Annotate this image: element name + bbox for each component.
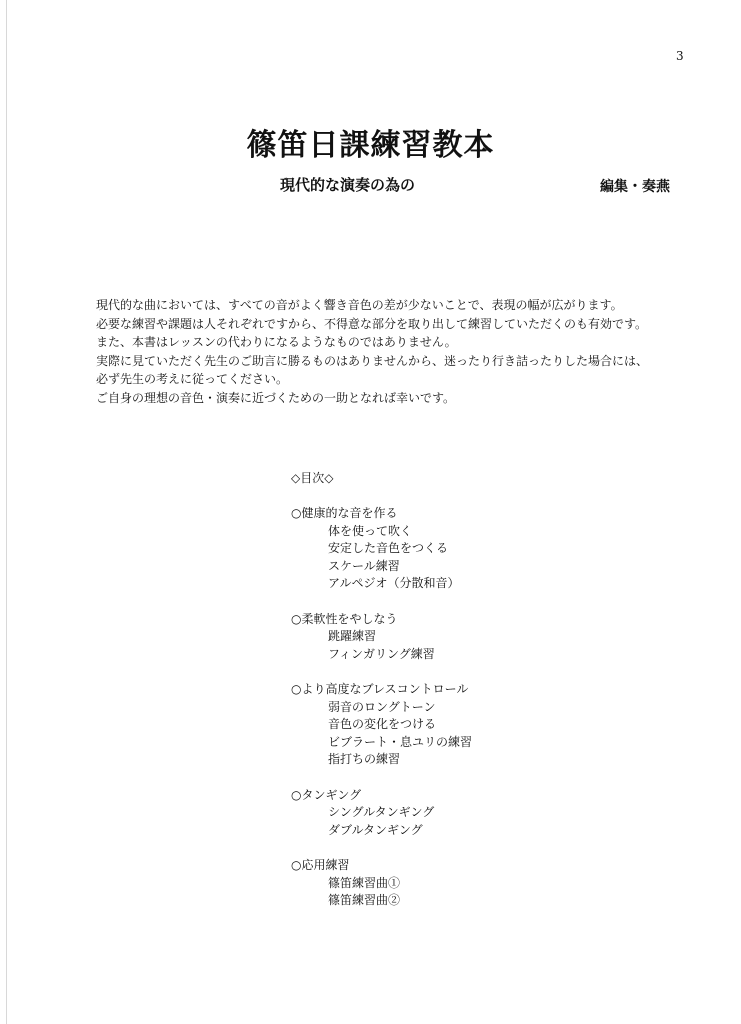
toc-item: アルペジオ（分散和音） bbox=[328, 576, 460, 590]
toc-item: スケール練習 bbox=[328, 558, 400, 573]
intro-line: 必要な練習や課題は人それぞれですから、不得意な部分を取り出して練習していただくのも有効です。 bbox=[96, 316, 648, 331]
intro-line: ご自身の理想の音色・演奏に近づくための一助となれば幸いです。 bbox=[96, 390, 456, 405]
toc-section-breath-control bbox=[291, 681, 591, 769]
toc-section-applied-practice bbox=[291, 857, 591, 910]
document-title: 篠笛日課練習教本 bbox=[246, 128, 495, 163]
toc-item: 跳躍練習 bbox=[328, 629, 377, 643]
toc-item: 篠笛練習曲② bbox=[328, 893, 401, 907]
toc-heading: ◇目次◇ bbox=[291, 471, 334, 485]
intro-line: 必ず先生の考えに従ってください。 bbox=[96, 372, 289, 387]
editor-credit: 編集・奏燕 bbox=[600, 179, 670, 195]
toc-item: ビブラート・息ユリの練習 bbox=[328, 734, 473, 749]
toc-item: シングルタンギング bbox=[328, 805, 435, 819]
toc-item: 篠笛練習曲① bbox=[328, 875, 401, 890]
toc-section-tonguing bbox=[291, 787, 591, 840]
intro-paragraph bbox=[96, 296, 716, 408]
toc-item: フィンガリング練習 bbox=[328, 646, 435, 661]
intro-line: 現代的な曲においては、すべての音がよく響き音色の差が少ないことで、表現の幅が広がります。 bbox=[96, 298, 623, 312]
toc-section-title: ○タンギング bbox=[291, 787, 362, 802]
toc-section-title: ○柔軟性をやしなう bbox=[291, 611, 398, 626]
toc-item: 音色の変化をつける bbox=[328, 717, 437, 731]
toc-item: 指打ちの練習 bbox=[328, 752, 401, 766]
intro-line: また、本書はレッスンの代わりになるようなものではありません。 bbox=[96, 335, 457, 350]
toc-item: ダブルタンギング bbox=[328, 822, 423, 837]
toc-item: 安定した音色をつくる bbox=[328, 541, 449, 555]
toc-section-title: ○健康的な音を作る bbox=[291, 506, 398, 520]
toc-item: 体を使って吹く bbox=[328, 523, 413, 538]
page-number: 3 bbox=[676, 49, 684, 63]
toc-section-title: ○応用練習 bbox=[291, 858, 350, 872]
toc-section-title: ○より高度なブレスコントロール bbox=[291, 682, 469, 696]
toc-section-healthy-tone bbox=[291, 505, 591, 593]
intro-line: 実際に見ていただく先生のご助言に勝るものはありませんから、迷ったり行き詰ったりした場合には、 bbox=[96, 353, 649, 368]
document-subtitle: 現代的な演奏の為の bbox=[280, 176, 416, 194]
toc-item: 弱音のロングトーン bbox=[328, 699, 436, 714]
table-of-contents bbox=[291, 469, 591, 928]
toc-section-flexibility bbox=[291, 611, 591, 664]
